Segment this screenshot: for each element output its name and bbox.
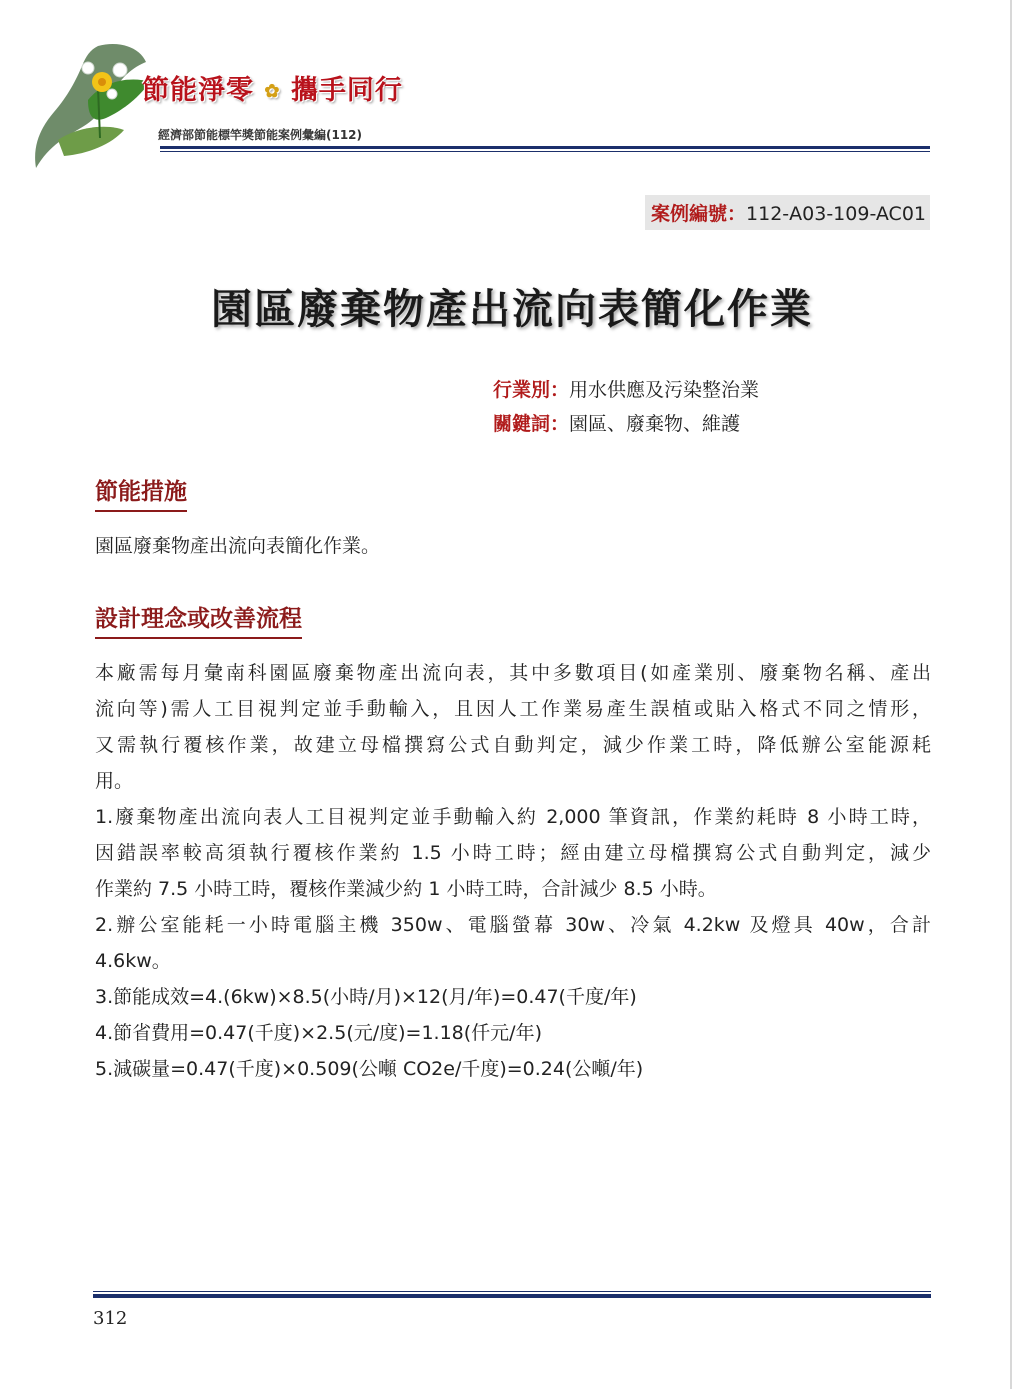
design-text [95, 655, 931, 1087]
measure-heading: 節能措施 [95, 473, 187, 512]
footer-rule [93, 1294, 931, 1298]
header-rule-thin [160, 151, 930, 152]
design-line: 5.減碳量=0.47(千度)×0.509(公噸 CO2e/千度)=0.24(公噸/年) [95, 1058, 644, 1080]
keywords-label: 關鍵詞： [493, 413, 570, 435]
design-line: 本廠需每月彙南科園區廢棄物產出流向表，其中多數項目(如產業別、廢棄物名稱、產出 [95, 662, 931, 684]
page-edge [1010, 0, 1012, 1389]
header-rule [160, 146, 930, 149]
page-title: 園區廢棄物產出流向表簡化作業 [211, 285, 813, 333]
taiwan-leaf-logo-icon [28, 40, 188, 180]
header-slogan [142, 68, 403, 107]
design-line: 又需執行覆核作業，故建立母檔撰寫公式自動判定，減少作業工時，降低辦公室能源耗 [95, 734, 931, 756]
slogan-right: 攜手同行 [290, 75, 403, 106]
design-line: 2.辦公室能耗一小時電腦主機 350w、電腦螢幕 30w、冷氣 4.2kw 及燈具 40w，合計 [95, 914, 931, 936]
keywords-value: 園區、廢棄物、維護 [569, 413, 741, 435]
page-number: 312 [93, 1308, 128, 1329]
slogan-separator-icon: ✿ [264, 81, 281, 102]
industry-label: 行業別： [493, 379, 570, 401]
measure-text: 園區廢棄物產出流向表簡化作業。 [95, 535, 381, 557]
case-number-label: 案例編號： [651, 203, 747, 225]
design-line: 1.廢棄物產出流向表人工目視判定並手動輸入約 2,000 筆資訊，作業約耗時 8 小時工時， [95, 806, 931, 828]
design-line: 流向等)需人工目視判定並手動輸入，且因人工作業易產生誤植或貼入格式不同之情形， [95, 698, 931, 720]
keywords-row [493, 409, 740, 436]
slogan-left: 節能淨零 [142, 75, 254, 106]
design-line: 4.節省費用=0.47(千度)×2.5(元/度)=1.18(仟元/年) [95, 1022, 542, 1044]
design-line: 因錯誤率較高須執行覆核作業約 1.5 小時工時；經由建立母檔撰寫公式自動判定，減少 [95, 842, 931, 864]
design-line: 3.節能成效=4.(6kw)×8.5(小時/月)×12(月/年)=0.47(千度/年) [95, 986, 637, 1008]
industry-value: 用水供應及污染整治業 [569, 379, 760, 401]
design-line: 作業約 7.5 小時工時，覆核作業減少約 1 小時工時，合計減少 8.5 小時。 [95, 878, 717, 900]
case-number [645, 195, 930, 230]
footer-rule-thin [93, 1291, 931, 1292]
industry-row [493, 375, 759, 402]
header-subtitle: 經濟部節能標竿獎節能案例彙編(112) [158, 128, 363, 142]
case-number-value: 112-A03-109-AC01 [746, 203, 926, 225]
design-heading: 設計理念或改善流程 [95, 600, 302, 639]
design-line: 4.6kw。 [95, 950, 171, 972]
design-line: 用。 [95, 770, 134, 792]
